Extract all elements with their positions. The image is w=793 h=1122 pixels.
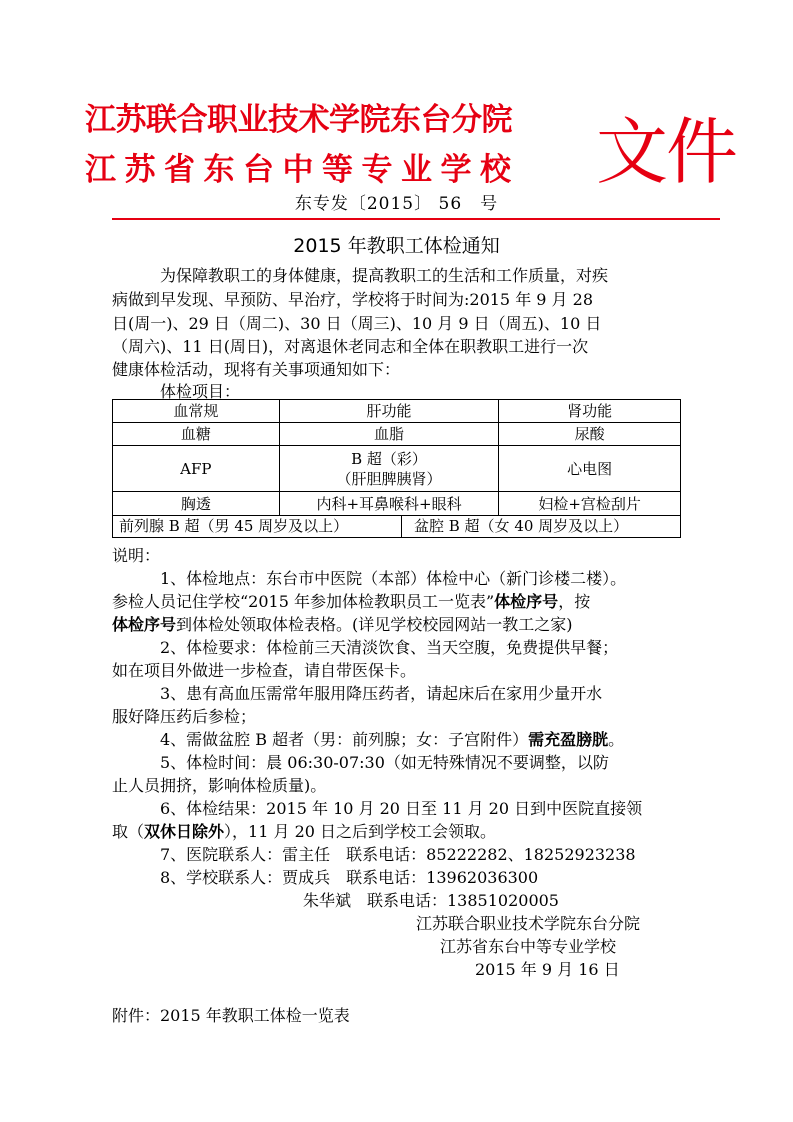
- note-line: 体检序号到体检处领取体检表格。(详见学校校园网站一教工之家): [112, 615, 573, 634]
- table-cell: 血常规: [113, 400, 280, 423]
- signature-org2: 江苏省东台中等专业学校: [440, 937, 617, 956]
- table-cell: 盆腔 B 超（女 40 周岁及以上）: [414, 517, 629, 535]
- note-line: 7、医院联系人：雷主任 联系电话：85222282、18252923238: [160, 845, 636, 864]
- note-line: 1、体检地点：东台市中医院（本部）体检中心（新门诊楼二楼）。: [160, 569, 627, 588]
- table-cell: 肝功能: [279, 400, 499, 423]
- table-cell: 内科+耳鼻喉科+眼科: [279, 492, 499, 516]
- document-number: 东专发〔2015〕 56 号: [294, 194, 499, 214]
- table-cell: AFP: [113, 446, 280, 492]
- note-line: 服好降压药后参检；: [112, 707, 257, 726]
- exam-items-last-row: [112, 516, 681, 538]
- signature-date: 2015 年 9 月 16 日: [475, 960, 620, 979]
- table-cell-line: B 超（彩）: [351, 449, 427, 468]
- intro-line: 为保障教职工的身体健康，提高教职工的生活和工作质量，对疾: [160, 266, 609, 285]
- header-wenjian: 文件: [596, 110, 737, 194]
- note-line: 4、需做盆腔 B 超者（男：前列腺；女：子宫附件）需充盈膀胱。: [160, 730, 625, 749]
- signature-org1: 江苏联合职业技术学院东台分院: [416, 914, 641, 933]
- table-cell: 妇检+宫检刮片: [499, 492, 681, 516]
- table-cell: [279, 446, 499, 492]
- header-org2: 江苏省东台中等专业学校: [85, 152, 520, 188]
- note-line: 2、体检要求：体检前三天清淡饮食、当天空腹，免费提供早餐；: [160, 638, 619, 657]
- note-line: 朱华斌 联系电话：13851020005: [303, 891, 559, 910]
- table-cell: 血脂: [279, 423, 499, 446]
- note-line: 止人员拥挤，影响体检质量)。: [112, 776, 327, 795]
- header-org1: 江苏联合职业技术学院东台分院: [85, 102, 512, 138]
- table-cell: 血糖: [113, 423, 280, 446]
- intro-line: 健康体检活动，现将有关事项通知如下：: [112, 360, 401, 379]
- table-cell: 尿酸: [499, 423, 681, 446]
- table-cell-line: （肝胆脾胰肾）: [336, 469, 442, 488]
- page-title: 2015 年教职工体检通知: [293, 235, 500, 257]
- table-cell: 心电图: [499, 446, 681, 492]
- exam-items-table: [112, 399, 681, 516]
- attachment-line: 附件：2015 年教职工体检一览表: [112, 1006, 350, 1025]
- table-cell: 肾功能: [499, 400, 681, 423]
- note-line: 5、体检时间：晨 06:30-07:30（如无特殊情况不要调整，以防: [160, 753, 609, 772]
- intro-line: 病做到早发现、早预防、早治疗，学校将于时间为:2015 年 9 月 28: [112, 290, 593, 309]
- note-line: 3、患有高血压需常年服用降压药者，请起床后在家用少量开水: [160, 684, 603, 703]
- intro-line: 日(周一)、29 日（周二)、30 日（周三)、10 月 9 日（周五)、10 日: [112, 314, 602, 333]
- table-cell: 胸透: [113, 492, 280, 516]
- note-line: 参检人员记住学校“2015 年参加体检教职员工一览表”体检序号，按: [112, 592, 591, 611]
- items-label: 体检项目：: [160, 382, 241, 401]
- note-line: 8、学校联系人：贾成兵 联系电话：13962036300: [160, 868, 539, 887]
- note-line: 取（双休日除外），11 月 20 日之后到学校工会领取。: [112, 822, 497, 841]
- notes-label: 说明：: [112, 546, 161, 565]
- note-line: 6、体检结果：2015 年 10 月 20 日至 11 月 20 日到中医院直接领: [160, 799, 643, 818]
- table-cell: 前列腺 B 超（男 45 周岁及以上）: [113, 516, 402, 537]
- header-divider: [112, 218, 720, 220]
- note-line: 如在项目外做进一步检查，请自带医保卡。: [112, 661, 417, 680]
- intro-line: （周六)、11 日(周日)，对离退休老同志和全体在职教职工进行一次: [112, 337, 589, 356]
